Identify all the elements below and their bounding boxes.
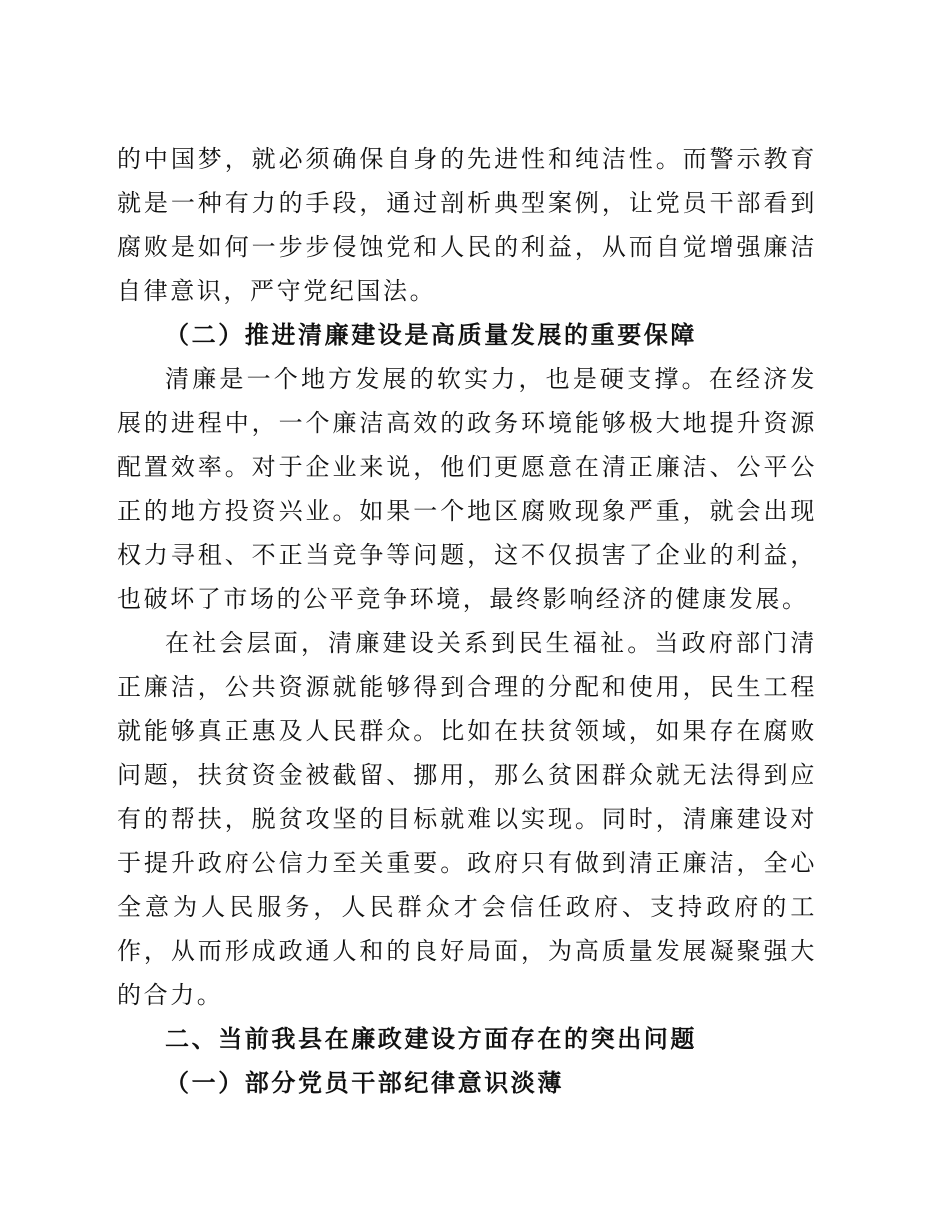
subsection-heading-2: （二）推进清廉建设是高质量发展的重要保障 [165, 320, 697, 349]
paragraph-social-level: 在社会层面，清廉建设关系到民生福祉。当政府部门清正廉洁，公共资源就能够得到合理的分配和使用，民生工程就能够真正惠及人民群众。比如在扶贫领域，如果存在腐败问题，扶贫资金被截留、挪用，那么贫困群众就无法得到应有的帮扶，脱贫攻坚的目标就难以实现。同时，清廉建设对于提升政府公信力至关重要。政府只有做到清正廉洁，全心全意为人民服务，人民群众才会信任政府、支持政府的工作，从而形成政通人和的良好局面，为高质量发展凝聚强大的合力。 [117, 629, 817, 1009]
subsection-heading-1: （一）部分党员干部纪律意识淡薄 [165, 1068, 564, 1097]
paragraph-economic-development: 清廉是一个地方发展的软实力，也是硬支撑。在经济发展的进程中，一个廉洁高效的政务环境能够极大地提升资源配置效率。对于企业来说，他们更愿意在清正廉洁、公平公正的地方投资兴业。如果一个地区腐败现象严重，就会出现权力寻租、不正当竞争等问题，这不仅损害了企业的利益，也破坏了市场的公平竞争环境，最终影响经济的健康发展。 [117, 365, 817, 613]
document-body [117, 137, 817, 1105]
section-heading-2: 二、当前我县在廉政建设方面存在的突出问题 [165, 1025, 697, 1053]
paragraph-continuation: 的中国梦，就必须确保自身的先进性和纯洁性。而警示教育就是一种有力的手段，通过剖析典型案例，让党员干部看到腐败是如何一步步侵蚀党和人民的利益，从而自觉增强廉洁自律意识，严守党纪国法。 [117, 145, 817, 305]
